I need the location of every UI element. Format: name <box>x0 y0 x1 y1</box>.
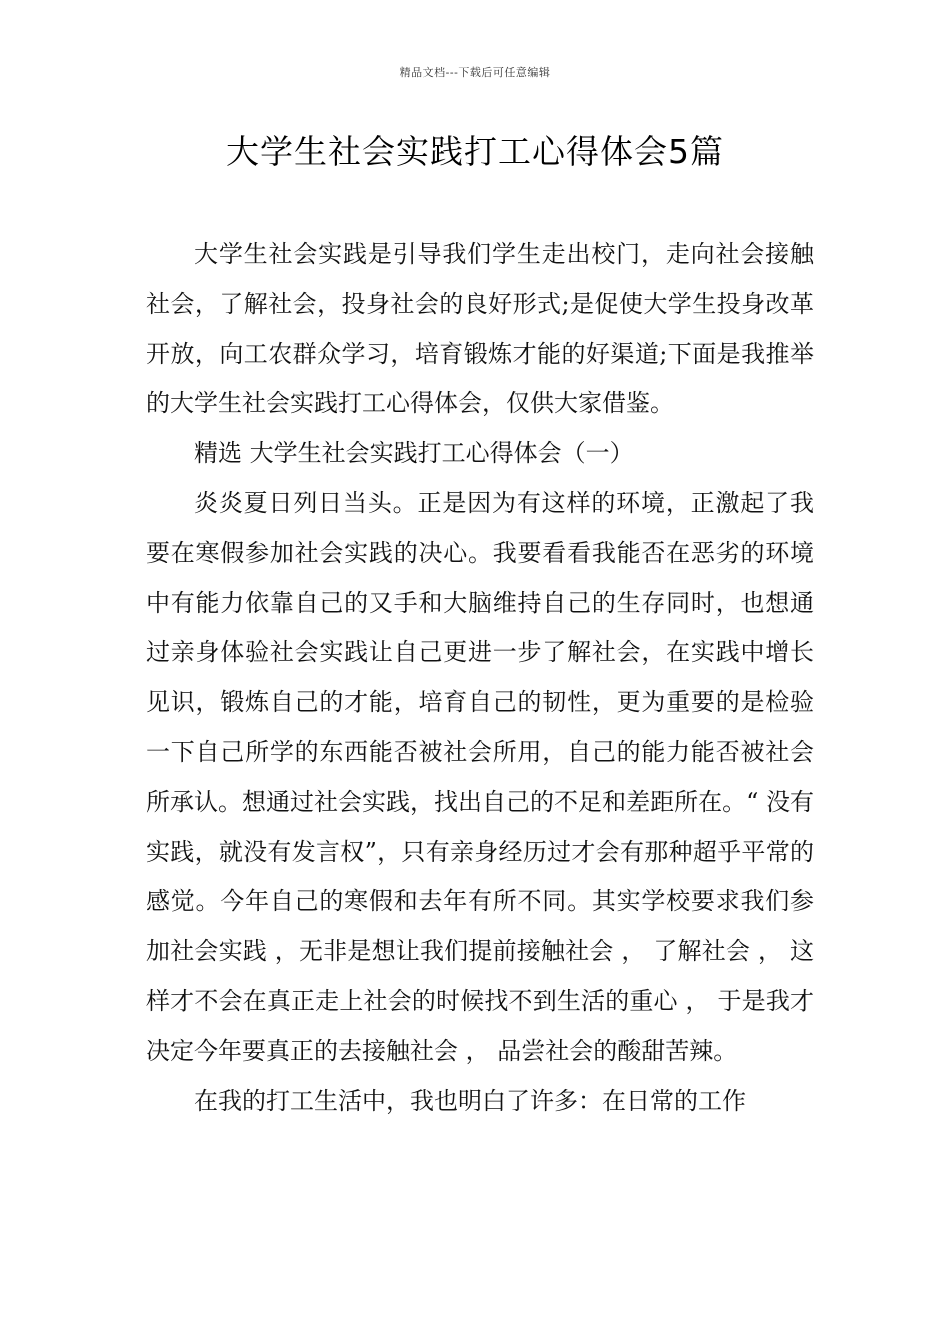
paragraph-continued: 在我的打工生活中，我也明白了许多：在日常的工作 <box>194 1086 746 1115</box>
paragraph-body: 炎炎夏日列日当头。正是因为有这样的环境，正激起了我要在寒假参加社会实践的决心。我要看看我能否在恶劣的环境中有能力依靠自己的又手和大脑维持自己的生存同时，也想通过亲身体验社会实践让自己更进一步了解社会，在实践中增长见识，锻炼自己的才能，培育自己的韧性，更为重要的是检验一下自己所学的东西能否被社会所用，自己的能力能否被社会所承认。想通过社会实践，找出自己的不足和差距所在。“ 没有实践，就没有发言权”，只有亲身经历过才会有那种超乎平常的感觉。今年自己的寒假和去年有所不同。其实学校要求我们参加社会实践 ，无非是想让我们提前接触社会 ， 了解社会 ， 这样才不会在真正走上社会的时候找不到生活的重心 ， 于是我才决定今年要真正的去接触社会 ， 品尝社会的酸甜苦辣。 <box>146 488 814 1065</box>
header-note: 精品文档---下载后可任意编辑 <box>399 66 551 79</box>
document-body <box>146 230 814 1126</box>
section-heading: 精选 大学生社会实践打工心得体会（一） <box>194 439 634 468</box>
paragraph-intro: 大学生社会实践是引导我们学生走出校门，走向社会接触社会，了解社会，投身社会的良好形式;是促使大学生投身改革开放，向工农群众学习，培育锻炼才能的好渠道;下面是我推举的大学生社会实践打工心得体会，仅供大家借鉴。 <box>146 240 814 418</box>
document-title: 大学生社会实践打工心得体会5篇 <box>226 132 724 171</box>
